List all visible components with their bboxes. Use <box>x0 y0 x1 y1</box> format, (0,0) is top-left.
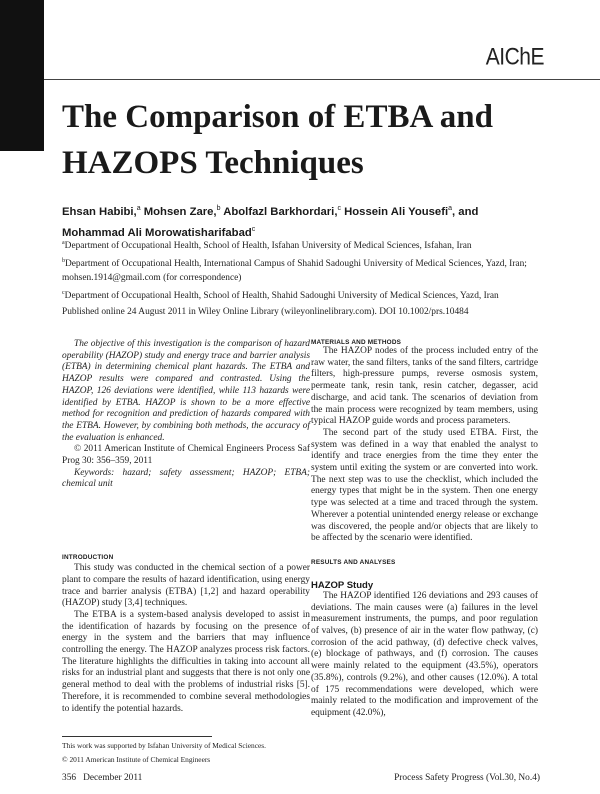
affiliations <box>62 236 592 304</box>
affiliation-text: Department of Occupational Health, International Campus of Shahid Sadoughi University of Medical Sciences, Yazd, Iran; <box>65 258 527 269</box>
author-affiliation-mark: c <box>337 205 341 212</box>
materials-paragraph-2: The second part of the study used ETBA. First, the system was defined in a way that enabled the analyst to identify and trace energies from the time they enter the system until exiting the system or are converted into work. The next step was to use the checklist, which included the energy types that might be in the system. Then one energy type was selected at a time and traced through the system. Wherever a potential unintended energy release or exchange was discovered, the people and/or objects that are likely to be affected by the scenario were identified. <box>311 427 538 544</box>
author-name: Mohammad Ali Morowatisharifabad <box>62 226 252 239</box>
results-paragraph-1: The HAZOP identified 126 deviations and 293 causes of deviations. The main causes were (a) failures in the level measurement instruments, the pumps, and poor regulation of valves, (b) presence of air in the water flow pathway, (c) corrosion of the acid pathway, (d) defective check valves, (e) blockage of pathways, and (f) corrosion. The causes were mainly related to the equipment (43.5%), operators (35.8%), controls (9.2%), and other causes (12.0%). A total of 175 recommendations were developed, which were mainly related to the modification and improvement of the equipment (42.0%), <box>311 590 538 718</box>
footer-journal: Process Safety Progress (Vol.30, No.4) <box>394 773 540 783</box>
copyright-footnote: © 2011 American Institute of Chemical Engineers <box>62 755 211 765</box>
affiliation-text: Department of Occupational Health, School of Health, Shahid Sadoughi University of Medical Sciences, Yazd, Iran <box>64 291 499 302</box>
affiliation-text: Department of Occupational Health, School of Health, Isfahan University of Medical Sciences, Isfahan, Iran <box>64 241 472 252</box>
affiliation-c <box>62 286 592 304</box>
author-conjunction: , and <box>452 205 479 218</box>
introduction-heading: INTRODUCTION <box>62 554 114 562</box>
funding-footnote: This work was supported by Isfahan University of Medical Sciences. <box>62 741 267 751</box>
header-rule <box>44 79 600 80</box>
affiliation-mark: a <box>62 240 65 246</box>
title-line-2: HAZOPS Techniques <box>62 145 364 181</box>
author-name: Abolfazl Barkhordari, <box>223 205 338 218</box>
author-affiliation-mark: a <box>136 205 141 212</box>
footer-page-date: 356 December 2011 <box>62 773 143 783</box>
materials-heading: MATERIALS AND METHODS <box>311 339 402 346</box>
introduction-paragraph-1: This study was conducted in the chemical section of a power plant to compare the results of hazard identification, using energy trace and barrier analysis (ETBA) [1,2] and hazard operability (HAZOP) study [3,4] techniques. <box>62 563 310 609</box>
author-affiliation-mark: b <box>216 205 221 212</box>
title-line-1: The Comparison of ETBA and <box>62 99 493 135</box>
keywords: Keywords: hazard; safety assessment; HAZOP; ETBA; chemical unit <box>62 467 310 490</box>
author-affiliation-mark: c <box>251 225 256 233</box>
abstract-copyright: © 2011 American Institute of Chemical Engineers Process Saf Prog 30: 356–359, 2011 <box>62 444 310 467</box>
publication-info: Published online 24 August 2011 in Wiley Online Library (wileyonlinelibrary.com). DOI 10.1002/prs.10484 <box>62 307 469 317</box>
left-column <box>62 339 310 765</box>
author-name: Ehsan Habibi, <box>62 205 137 218</box>
author-name: Hossein Ali Yousefi <box>344 205 449 218</box>
author-line-1 <box>62 200 582 221</box>
introduction-paragraph-2: The ETBA is a system-based analysis developed to assist in the identification of hazards by focusing on the presence of energy in the system and the barriers that may influence controlling the energy. The HAZOP analyzes process risk factors. The literature highlights the difficulties in taking into account all risks for an industrial plant and suggests that there is not only one general method to deal with the problems of industrial risks [5]. Therefore, it is recommended to combine several methodologies to identify the potential hazards. <box>62 609 310 714</box>
correspondence-email[interactable]: mohsen.1914@gmail.com (for correspondence) <box>62 273 242 284</box>
journal-side-bar <box>0 0 44 151</box>
author-affiliation-mark: a <box>448 205 453 212</box>
affiliation-mark: b <box>62 257 65 264</box>
article-title <box>62 94 582 186</box>
affiliation-a <box>62 236 592 254</box>
affiliation-mark: c <box>62 290 65 297</box>
results-heading: RESULTS AND ANALYSES <box>311 558 396 566</box>
abstract-text: The objective of this investigation is the comparison of hazard operability (HAZOP) study and energy trace and barrier analysis (ETBA) in determining chemical plant hazards. The ETBA and HAZOP results were compared and contrasted. Using the HAZOP, 126 deviations were identified, while 113 hazards were identified by ETBA. HAZOP is shown to be a more effective method for recognition and prediction of hazards compared with the ETBA. However, by combining both methods, the accuracy of the evaluation is enhanced. <box>62 339 310 443</box>
materials-paragraph-1: The HAZOP nodes of the process included entry of the raw water, the sand filters, tanks of the sand filters, cartridge filters, high-pressure pumps, reverse osmosis system, permeate tank, resin tank, resin catcher, degasser, acid discharge, and acid tank. The scenarios of deviation from the main process were recognized by team members, using typical HAZOP guide words and process parameters. <box>311 346 538 427</box>
affiliation-b <box>62 254 592 272</box>
publisher-logo: AIChE <box>485 44 544 71</box>
author-name: Mohsen Zare, <box>143 205 217 218</box>
hazop-study-subheading: HAZOP Study <box>311 579 374 591</box>
right-column <box>311 339 538 720</box>
